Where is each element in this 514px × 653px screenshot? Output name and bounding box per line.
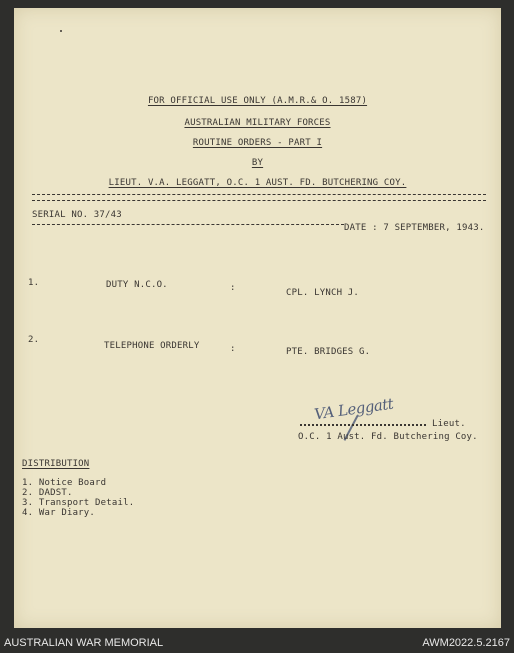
distribution-item: 2. DADST. <box>22 488 73 498</box>
header-forces: AUSTRALIAN MILITARY FORCES <box>184 118 331 128</box>
footer-reference: AWM2022.5.2167 <box>422 637 510 649</box>
paper-mark <box>60 30 62 32</box>
order-number: 1. <box>28 278 40 288</box>
header-routine-orders: ROUTINE ORDERS - PART I <box>192 138 323 148</box>
order-role: DUTY N.C.O. <box>106 280 168 290</box>
header-issuer: LIEUT. V.A. LEGGATT, O.C. 1 AUST. FD. BUTCHERING COY. <box>108 178 407 188</box>
signature-line <box>300 424 426 426</box>
signature-rank: Lieut. <box>432 419 466 429</box>
distribution-item: 1. Notice Board <box>22 478 107 488</box>
header-official-use: FOR OFFICIAL USE ONLY (A.M.R.& O. 1587) <box>147 96 368 106</box>
footer-archive-name: AUSTRALIAN WAR MEMORIAL <box>4 637 164 649</box>
order-number: 2. <box>28 335 40 345</box>
header-by: BY <box>251 158 264 168</box>
serial-number: SERIAL NO. 37/43 <box>32 210 122 220</box>
distribution-title: DISTRIBUTION <box>22 459 90 469</box>
divider-mid <box>32 224 344 225</box>
document-page <box>14 8 501 628</box>
handwritten-signature: VA Leggatt <box>313 394 395 424</box>
distribution-item: 4. War Diary. <box>22 508 96 518</box>
order-separator: : <box>230 283 236 293</box>
signature-unit: O.C. 1 Aust. Fd. Butchering Coy. <box>298 432 478 442</box>
distribution-item: 3. Transport Detail. <box>22 498 135 508</box>
order-name: CPL. LYNCH J. <box>286 288 360 298</box>
order-date: DATE : 7 SEPTEMBER, 1943. <box>344 223 485 233</box>
divider-top-2 <box>32 200 486 201</box>
divider-top <box>32 194 486 195</box>
order-name: PTE. BRIDGES G. <box>286 347 371 357</box>
order-role: TELEPHONE ORDERLY <box>104 341 200 351</box>
order-separator: : <box>230 344 236 354</box>
